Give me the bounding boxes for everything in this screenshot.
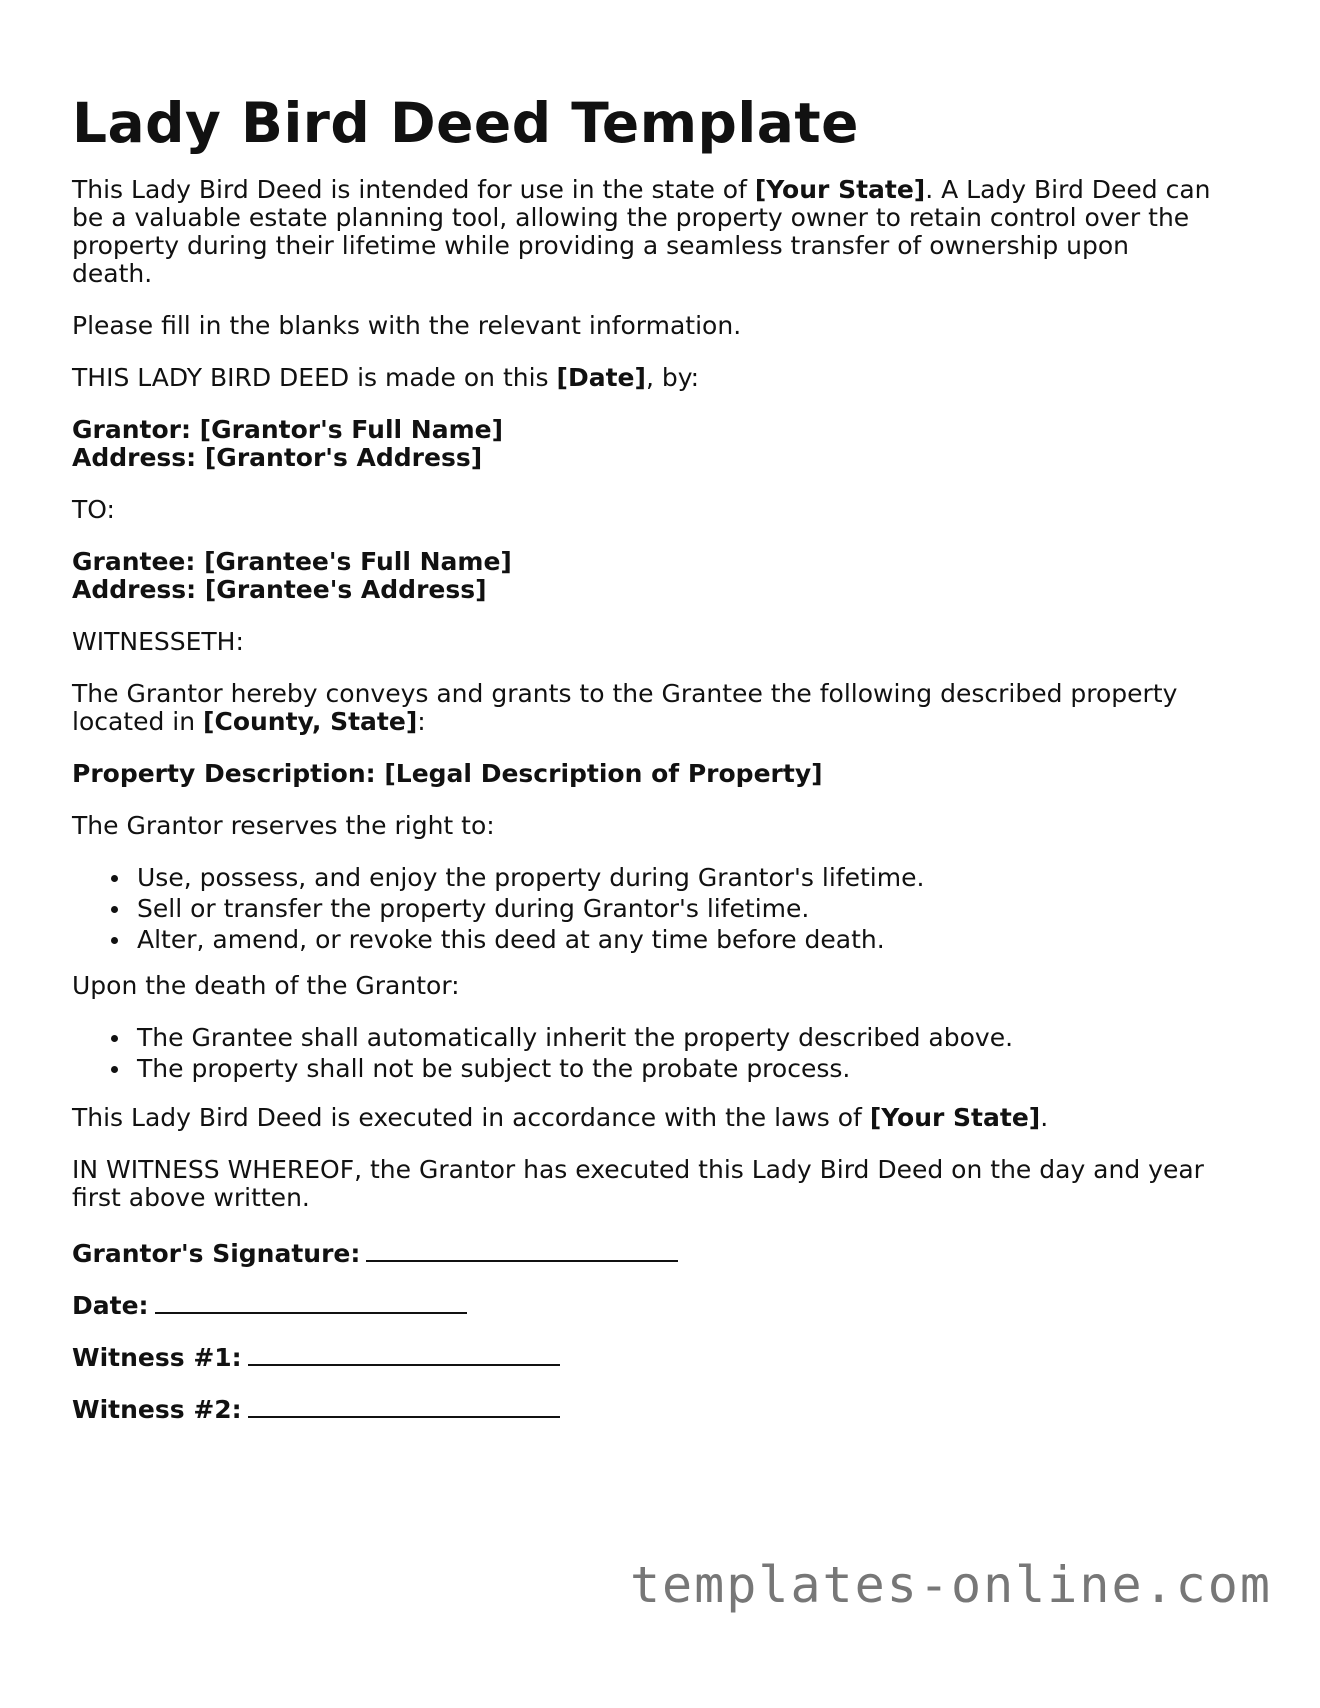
made-on-line: THIS LADY BIRD DEED is made on this [Date], by: bbox=[72, 363, 700, 392]
witnesseth-label: WITNESSETH: bbox=[72, 627, 244, 656]
intro-line-4: death. bbox=[72, 259, 153, 288]
grantor-signature-line[interactable] bbox=[366, 1234, 678, 1262]
executed-line: This Lady Bird Deed is executed in accordance with the laws of [Your State]. bbox=[72, 1103, 1049, 1132]
property-description: Property Description: [Legal Description of Property] bbox=[72, 759, 823, 788]
document-title: Lady Bird Deed Template bbox=[72, 91, 859, 155]
intro-line-2: be a valuable estate planning tool, allowing the property owner to retain control over the bbox=[72, 203, 1190, 232]
to-label: TO: bbox=[72, 495, 115, 524]
list-item: Use, possess, and enjoy the property during Grantor's lifetime. bbox=[72, 862, 924, 893]
witness-1-field: Witness #1: bbox=[72, 1338, 560, 1373]
death-list bbox=[72, 1022, 1013, 1084]
intro-line-1: This Lady Bird Deed is intended for use in the state of [Your State]. A Lady Bird Deed can bbox=[72, 175, 1211, 204]
grantor-address: Address: [Grantor's Address] bbox=[72, 443, 483, 472]
conveys-line-2: located in [County, State]: bbox=[72, 707, 426, 736]
list-item: The property shall not be subject to the probate process. bbox=[72, 1053, 1013, 1084]
witness-whereof-line-1: IN WITNESS WHEREOF, the Grantor has executed this Lady Bird Deed on the day and year bbox=[72, 1155, 1204, 1184]
grantee-name: Grantee: [Grantee's Full Name] bbox=[72, 547, 512, 576]
instructions: Please fill in the blanks with the relevant information. bbox=[72, 311, 742, 340]
intro-line-3: property during their lifetime while providing a seamless transfer of ownership upon bbox=[72, 231, 1130, 260]
grantor-name: Grantor: [Grantor's Full Name] bbox=[72, 415, 504, 444]
list-item: The Grantee shall automatically inherit the property described above. bbox=[72, 1022, 1013, 1053]
list-item: Sell or transfer the property during Grantor's lifetime. bbox=[72, 893, 924, 924]
watermark: templates-online.com bbox=[629, 1556, 1272, 1614]
grantee-address: Address: [Grantee's Address] bbox=[72, 575, 487, 604]
witness-1-signature-line[interactable] bbox=[248, 1338, 560, 1366]
witness-2-field: Witness #2: bbox=[72, 1390, 560, 1425]
conveys-line-1: The Grantor hereby conveys and grants to the Grantee the following described property bbox=[72, 679, 1178, 708]
witness-2-signature-line[interactable] bbox=[248, 1390, 560, 1418]
witness-whereof-line-2: first above written. bbox=[72, 1183, 310, 1212]
list-item: Alter, amend, or revoke this deed at any time before death. bbox=[72, 924, 924, 955]
date-field: Date: bbox=[72, 1286, 467, 1321]
death-intro: Upon the death of the Grantor: bbox=[72, 971, 460, 1000]
date-signature-line[interactable] bbox=[155, 1286, 467, 1314]
reserves-intro: The Grantor reserves the right to: bbox=[72, 811, 495, 840]
grantor-signature-field: Grantor's Signature: bbox=[72, 1234, 678, 1269]
reserves-list bbox=[72, 862, 924, 955]
